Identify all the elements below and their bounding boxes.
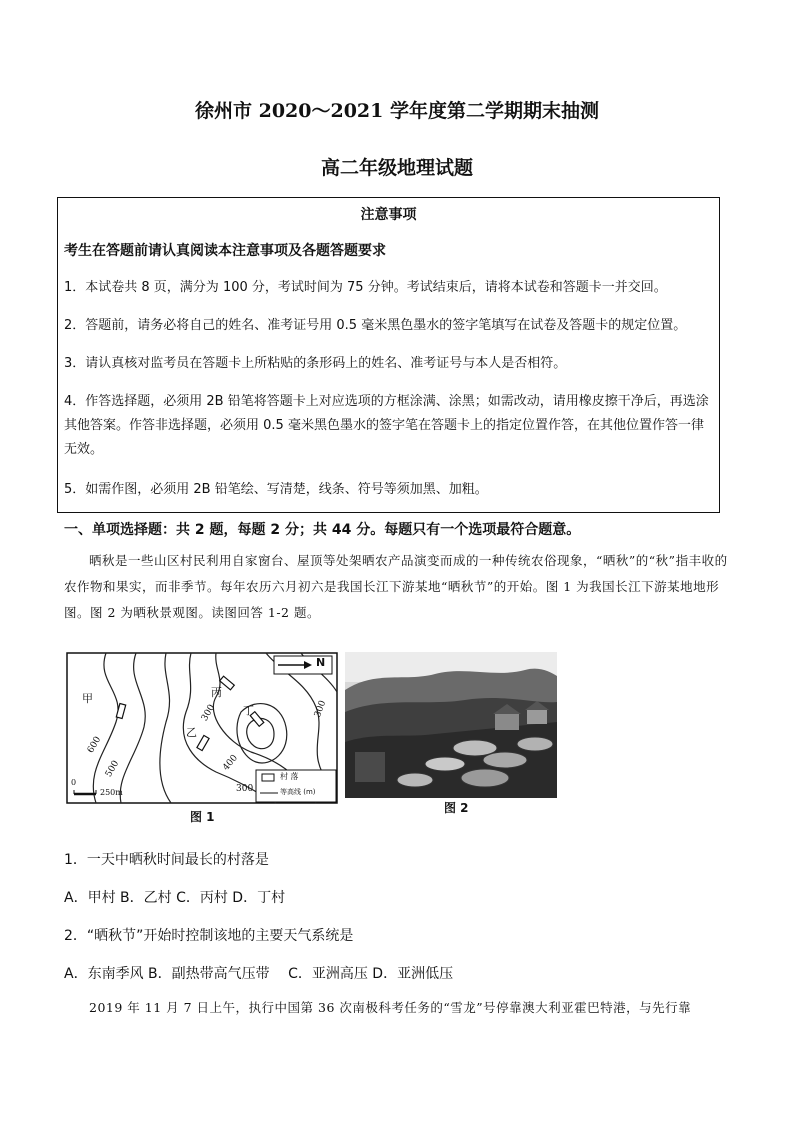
exam-subtitle: 高二年级地理试题 <box>320 157 473 179</box>
north-arrow-label: N <box>316 656 326 669</box>
question-1-options: A．甲村 B．乙村 C．丙村 D．丁村 <box>64 890 286 906</box>
contour-label: 300 <box>199 703 218 723</box>
question-1: 1．一天中晒秋时间最长的村落是 <box>64 852 269 868</box>
contour-label: 400 <box>221 753 240 773</box>
notice-intro: 考生在答题前请认真阅读本注意事项及各题答题要求 <box>64 243 386 259</box>
notice-item: 4．作答选择题，必须用 2B 铅笔将答题卡上对应选项的方框涂满、涂黑；如需改动，请用橡皮擦干净后，再选涂其他答案。作答非选择题，必须用 0.5 毫米黑色墨水的签字笔在答题卡上的指定位置作答，在其他位置作答一律无效。 <box>64 394 709 457</box>
notice-box <box>57 197 720 513</box>
notice-item: 2．答题前，请务必将自己的姓名、准考证号用 0.5 毫米黑色墨水的签字笔填写在试卷及答题卡的规定位置。 <box>64 318 687 333</box>
scale-value: 250m <box>100 788 123 797</box>
figure-1-caption: 图 1 <box>190 810 215 824</box>
village-label-jia: 甲 <box>82 692 93 705</box>
contour-label: 300 <box>312 699 329 719</box>
legend-contour: 等高线 (m) <box>280 788 316 796</box>
contour-label: 600 <box>85 735 104 755</box>
autumn-drying-photo <box>345 652 557 798</box>
scale-zero: 0 <box>71 778 77 787</box>
passage-text: 晒秋是一些山区村民利用自家窗台、屋顶等处架晒农产品演变而成的一种传统农俗现象，“晒秋”的“秋”指丰收的农作物和果实，而非季节。每年农历六月初六是我国长江下游某地“晒秋节”的开始。图 1 为我国长江下游某地地形图。图 2 为晒秋景观图。读图回答 1-2 题。 <box>64 553 728 620</box>
notice-item: 1．本试卷共 8 页，满分为 100 分，考试时间为 75 分钟。考试结束后，请将本试卷和答题卡一并交回。 <box>64 280 667 295</box>
passage-text-2: 2019 年 11 月 7 日上午，执行中国第 36 次南极科考任务的“雪龙”号停靠澳大利亚霍巴特港，与先行靠 <box>89 1000 692 1015</box>
contour-map <box>66 652 338 804</box>
section-heading: 一、单项选择题：共 2 题，每题 2 分；共 44 分。每题只有一个选项最符合题意。 <box>64 522 581 538</box>
question-2: 2．“晒秋节”开始时控制该地的主要天气系统是 <box>64 928 354 944</box>
contour-label: 300 <box>236 784 254 794</box>
notice-item: 3．请认真核对监考员在答题卡上所粘贴的条形码上的姓名、准考证号与本人是否相符。 <box>64 356 567 371</box>
figure-2-caption: 图 2 <box>444 801 469 815</box>
village-label-bing: 丙 <box>211 686 222 699</box>
exam-title: 徐州市 2020～2021 学年度第二学期期末抽测 <box>195 100 599 122</box>
village-label-ding: 丁 <box>243 704 254 717</box>
notice-heading: 注意事项 <box>360 207 417 223</box>
contour-label: 500 <box>103 759 122 779</box>
legend-village: 村 落 <box>280 772 299 781</box>
village-label-yi: 乙 <box>186 726 197 739</box>
question-2-options: A．东南季风 B．副热带高气压带 C．亚洲高压 D．亚洲低压 <box>64 966 454 982</box>
notice-item: 5．如需作图，必须用 2B 铅笔绘、写清楚，线条、符号等须加黑、加粗。 <box>64 482 488 497</box>
